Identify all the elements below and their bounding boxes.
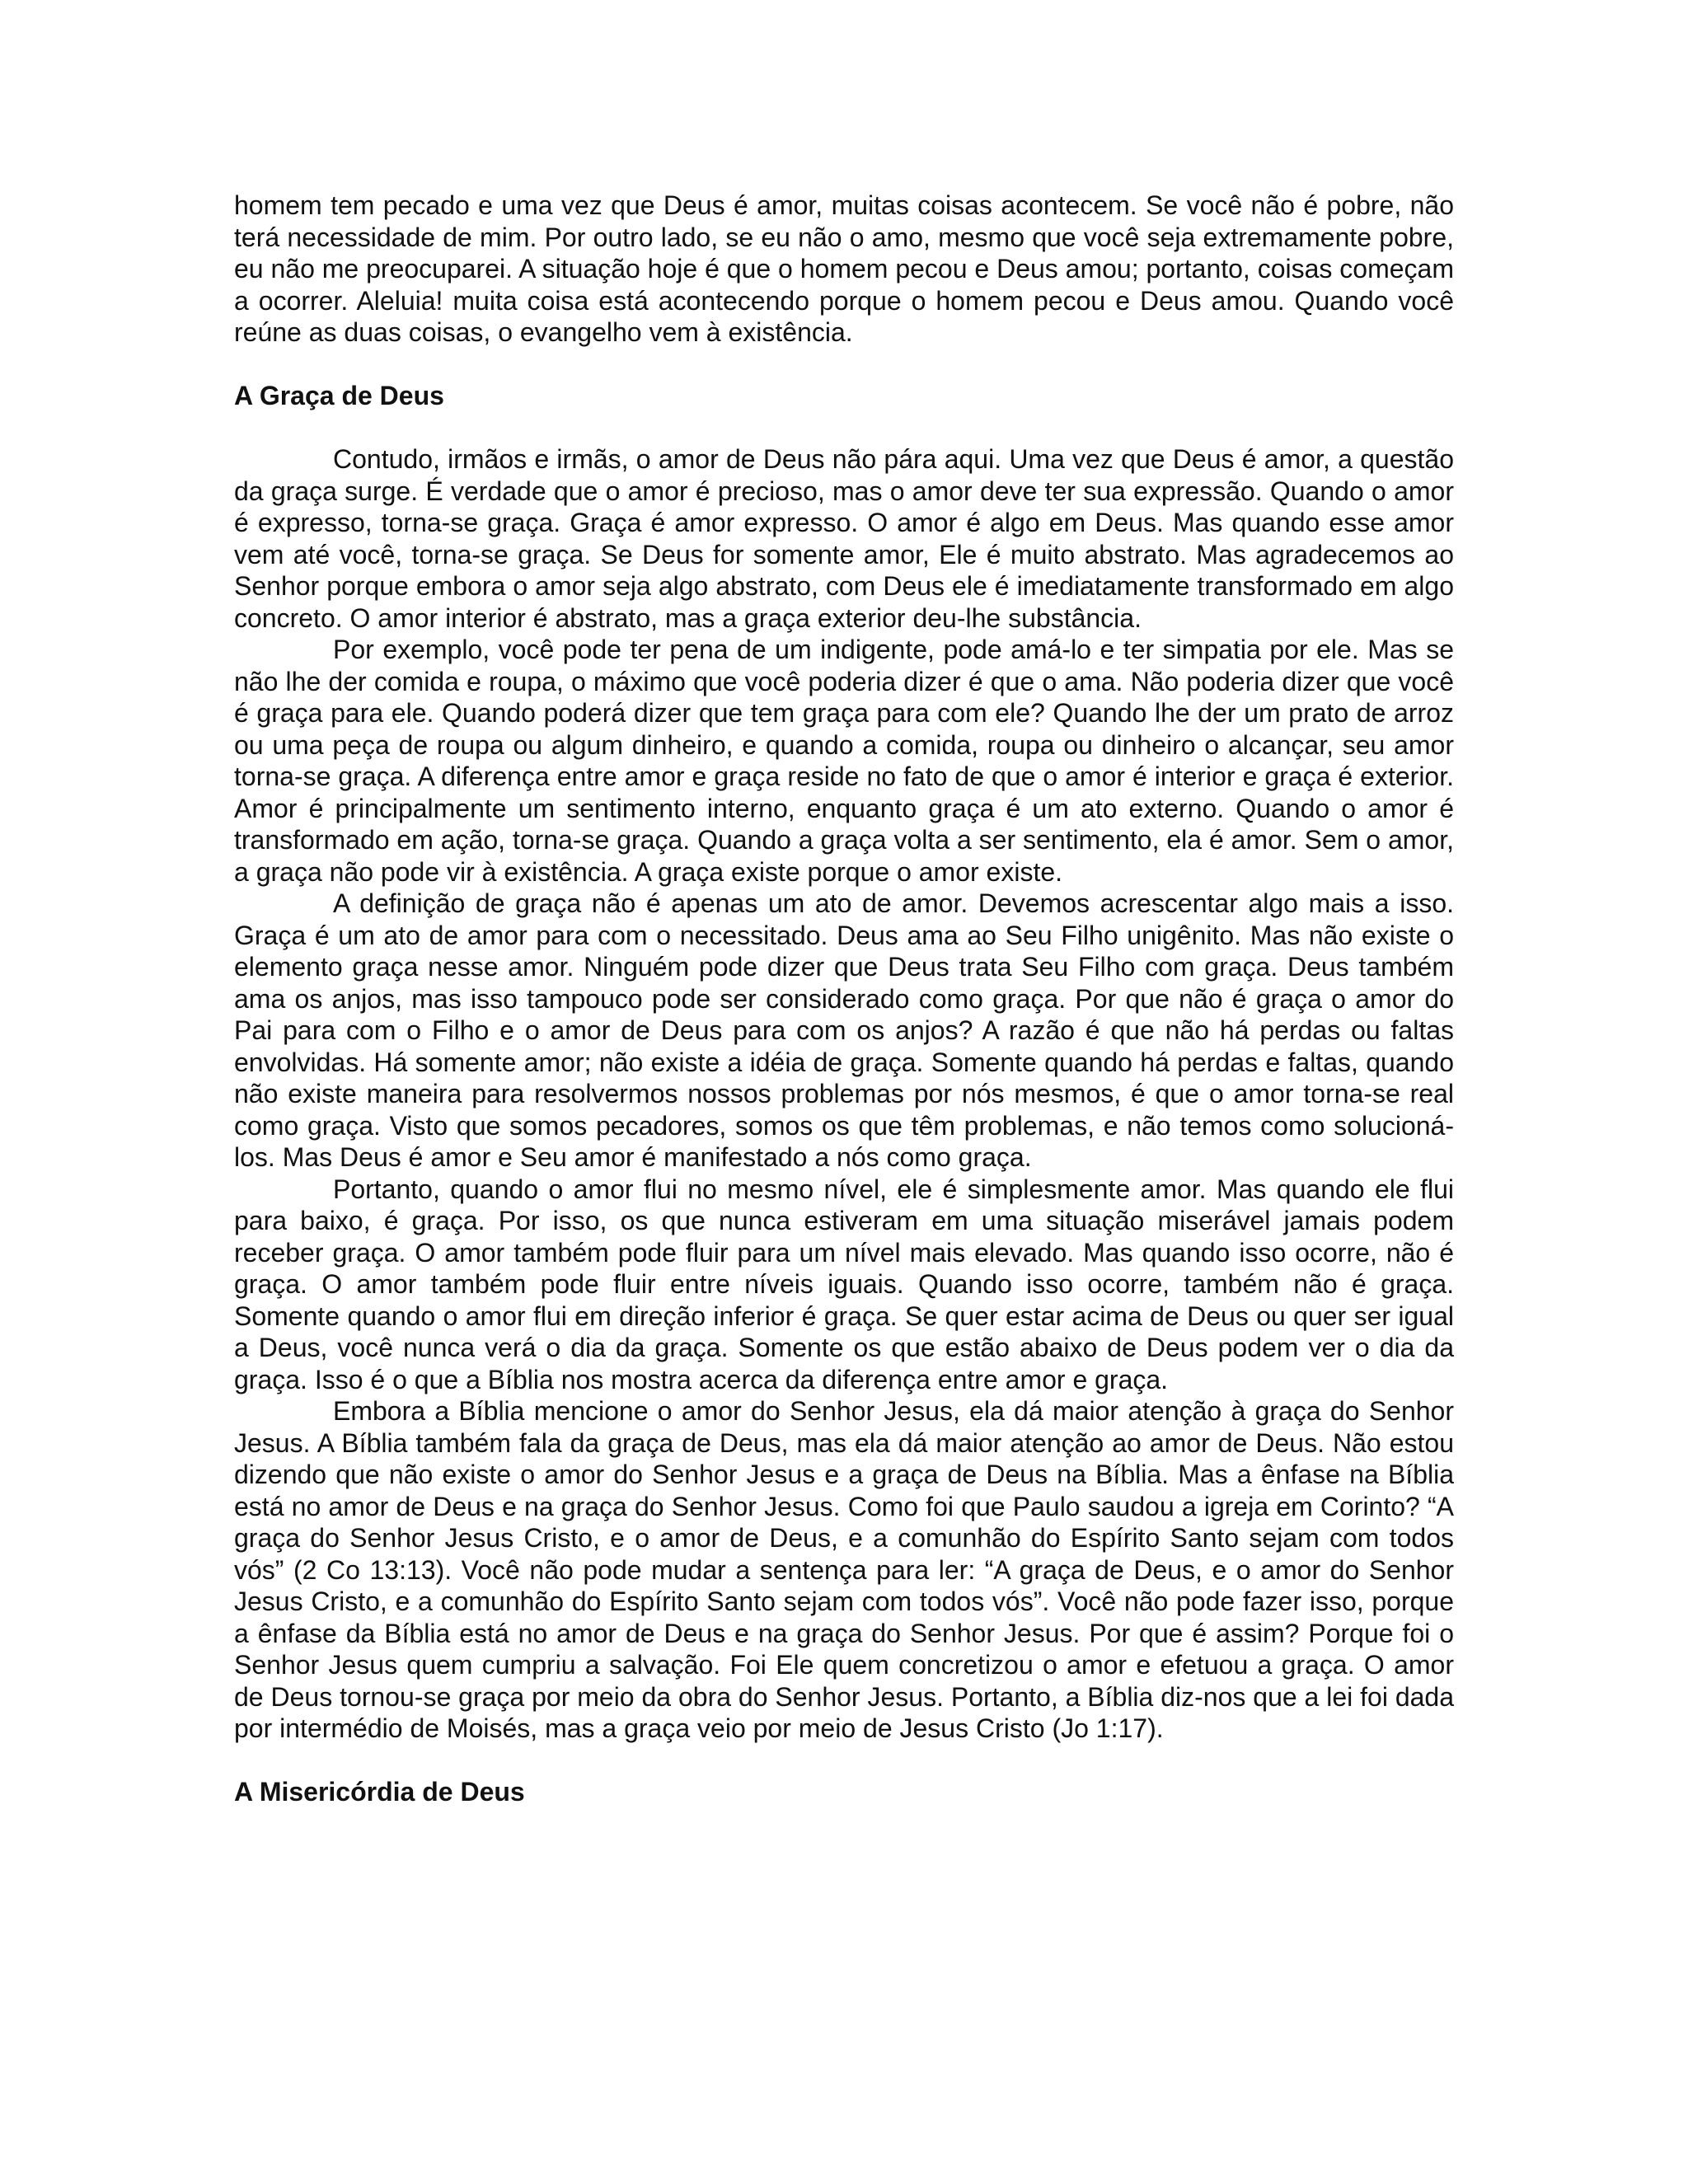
grace-paragraph-3: A definição de graça não é apenas um ato de amor. Devemos acrescentar algo mais a isso. Graça é um ato de amor para com o necessitado. Deus ama ao Seu Filho unigênito. Mas não existe o elemento graça nesse amor. Ninguém pode dizer que Deus trata Seu Filho com graça. Deus também ama os anjos, mas isso tampouco pode ser considerado como graça. Por que não é graça o amor do Pai para com o Filho e o amor de Deus para com os anjos? A razão é que não há perdas ou faltas envolvidas. Há somente amor; não existe a idéia de graça. Somente quando há perdas e faltas, quando não existe maneira para resolvermos nossos problemas por nós mesmos, é que o amor torna-se real como graça. Visto que somos pecadores, somos os que têm problemas, e não temos como solucioná-los. Mas Deus é amor e Seu amor é manifestado a nós como graça. [234, 888, 1454, 1172]
grace-paragraph-4: Portanto, quando o amor flui no mesmo nível, ele é simplesmente amor. Mas quando ele flui para baixo, é graça. Por isso, os que nunca estiveram em uma situação miserável jamais podem receber graça. O amor também pode fluir para um nível mais elevado. Mas quando isso ocorre, não é graça. O amor também pode fluir entre níveis iguais. Quando isso ocorre, também não é graça. Somente quando o amor flui em direção inferior é graça. Se quer estar acima de Deus ou quer ser igual a Deus, você nunca verá o dia da graça. Somente os que estão abaixo de Deus podem ver o dia da graça. Isso é o que a Bíblia nos mostra acerca da diferença entre amor e graça. [234, 1174, 1454, 1394]
document-page [234, 190, 1454, 1808]
spacer [234, 412, 1454, 444]
grace-paragraph-5: Embora a Bíblia mencione o amor do Senhor Jesus, ela dá maior atenção à graça do Senhor Jesus. A Bíblia também fala da graça de Deus, mas ela dá maior atenção ao amor de Deus. Não estou dizendo que não existe o amor do Senhor Jesus e a graça de Deus na Bíblia. Mas a ênfase na Bíblia está no amor de Deus e na graça do Senhor Jesus. Como foi que Paulo saudou a igreja em Corinto? “A graça do Senhor Jesus Cristo, e o amor de Deus, e a comunhão do Espírito Santo sejam com todos vós” (2 Co 13:13). Você não pode mudar a sentença para ler: “A graça de Deus, e o amor do Senhor Jesus Cristo, e a comunhão do Espírito Santo sejam com todos vós”. Você não pode fazer isso, porque a ênfase da Bíblia está no amor de Deus e na graça do Senhor Jesus. Por que é assim? Porque foi o Senhor Jesus quem cumpriu a salvação. Foi Ele quem concretizou o amor e efetuou a graça. O amor de Deus tornou-se graça por meio da obra do Senhor Jesus. Portanto, a Bíblia diz-nos que a lei foi dada por intermédio de Moisés, mas a graça veio por meio de Jesus Cristo (Jo 1:17). [234, 1396, 1455, 1743]
grace-paragraph-1: Contudo, irmãos e irmãs, o amor de Deus não pára aqui. Uma vez que Deus é amor, a questão da graça surge. É verdade que o amor é precioso, mas o amor deve ter sua expressão. Quando o amor é expresso, torna-se graça. Graça é amor expresso. O amor é algo em Deus. Mas quando esse amor vem até você, torna-se graça. Se Deus for somente amor, Ele é muito abstrato. Mas agradecemos ao Senhor porque embora o amor seja algo abstrato, com Deus ele é imediatamente transformado em algo concreto. O amor interior é abstrato, mas a graça exterior deu-lhe substância. [234, 444, 1454, 633]
intro-paragraph: homem tem pecado e uma vez que Deus é amor, muitas coisas acontecem. Se você não é pobre, não terá necessidade de mim. Por outro lado, se eu não o amo, mesmo que você seja extremamente pobre, eu não me preocuparei. A situação hoje é que o homem pecou e Deus amou; portanto, coisas começam a ocorrer. Aleluia! muita coisa está acontecendo porque o homem pecou e Deus amou. Quando você reúne as duas coisas, o evangelho vem à existência. [234, 190, 1454, 347]
spacer [234, 349, 1454, 381]
spacer [234, 1745, 1454, 1777]
grace-paragraph-2: Por exemplo, você pode ter pena de um indigente, pode amá-lo e ter simpatia por ele. Mas se não lhe der comida e roupa, o máximo que você poderia dizer é que o ama. Não poderia dizer que você é graça para ele. Quando poderá dizer que tem graça para com ele? Quando lhe der um prato de arroz ou uma peça de roupa ou algum dinheiro, e quando a comida, roupa ou dinheiro o alcançar, seu amor torna-se graça. A diferença entre amor e graça reside no fato de que o amor é interior e graça é exterior. Amor é principalmente um sentimento interno, enquanto graça é um ato externo. Quando o amor é transformado em ação, torna-se graça. Quando a graça volta a ser sentimento, ela é amor. Sem o amor, a graça não pode vir à existência. A graça existe porque o amor existe. [234, 635, 1454, 887]
section-heading-grace: A Graça de Deus [234, 381, 444, 410]
section-heading-mercy: A Misericórdia de Deus [234, 1777, 525, 1807]
